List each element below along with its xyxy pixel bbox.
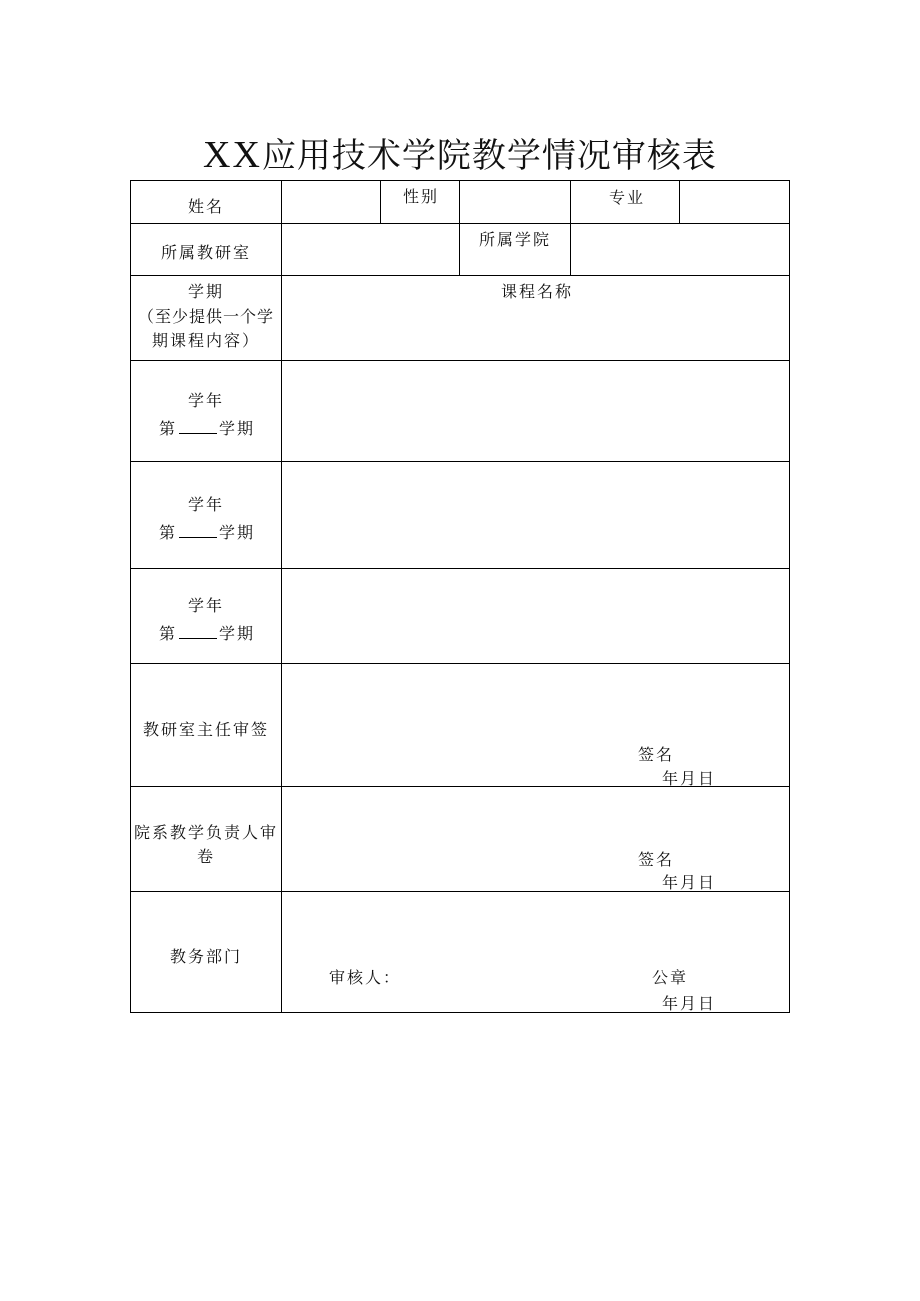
dean-review-label-line1: 院系教学负责人审 — [133, 823, 278, 842]
semester-2-term-label: 学期 — [219, 523, 256, 542]
semester-1-blank — [179, 419, 217, 434]
dean-date-label: 年月日 — [662, 873, 717, 892]
director-review-label: 教研室主任审签 — [142, 720, 269, 739]
semester-2-di: 第 — [159, 523, 178, 542]
semester-3-term — [159, 621, 255, 644]
director-date-label: 年月日 — [662, 769, 717, 788]
official-seal-label: 公章 — [652, 968, 689, 987]
semester-3-blank — [179, 624, 217, 639]
column-divider — [281, 181, 282, 1012]
semester-2-year: 学年 — [187, 495, 224, 514]
page-title — [0, 128, 920, 177]
semester-1-year: 学年 — [187, 391, 224, 410]
semester-2-term — [159, 520, 255, 543]
column-divider — [679, 181, 680, 223]
semester-header-line1: 学期 — [187, 282, 224, 301]
semester-3-di: 第 — [159, 624, 178, 643]
row-divider — [131, 568, 789, 569]
major-label: 专业 — [609, 188, 646, 207]
college-label: 所属学院 — [479, 230, 552, 249]
course-name-label: 课程名称 — [501, 282, 574, 301]
review-form-table — [130, 180, 790, 1013]
dean-sign-label: 签名 — [638, 850, 675, 869]
academic-affairs-label: 教务部门 — [169, 947, 242, 966]
semester-3-year: 学年 — [187, 596, 224, 615]
column-divider — [459, 181, 460, 275]
semester-1-term-label: 学期 — [219, 419, 256, 438]
row-divider — [131, 461, 789, 462]
row-divider — [131, 360, 789, 361]
semester-2-blank — [179, 523, 217, 538]
title-prefix: XX — [203, 134, 262, 176]
teaching-office-label: 所属教研室 — [160, 243, 251, 262]
semester-1-term — [159, 416, 255, 439]
semester-header-line3: 期课程内容） — [151, 331, 260, 350]
column-divider — [570, 181, 571, 275]
row-divider — [131, 275, 789, 276]
gender-label: 性别 — [403, 187, 440, 206]
row-divider — [131, 223, 789, 224]
director-sign-label: 签名 — [638, 745, 675, 764]
semester-header-line2: （至少提供一个学 — [137, 307, 274, 326]
row-divider — [131, 663, 789, 664]
affairs-date-label: 年月日 — [662, 994, 717, 1013]
dean-review-label-line2: 卷 — [196, 847, 215, 866]
semester-1-di: 第 — [159, 419, 178, 438]
name-label: 姓名 — [187, 197, 224, 216]
title-main: 应用技术学院教学情况审核表 — [261, 136, 717, 176]
semester-3-term-label: 学期 — [219, 624, 256, 643]
column-divider — [380, 181, 381, 223]
reviewer-label: 审核人： — [329, 968, 402, 987]
